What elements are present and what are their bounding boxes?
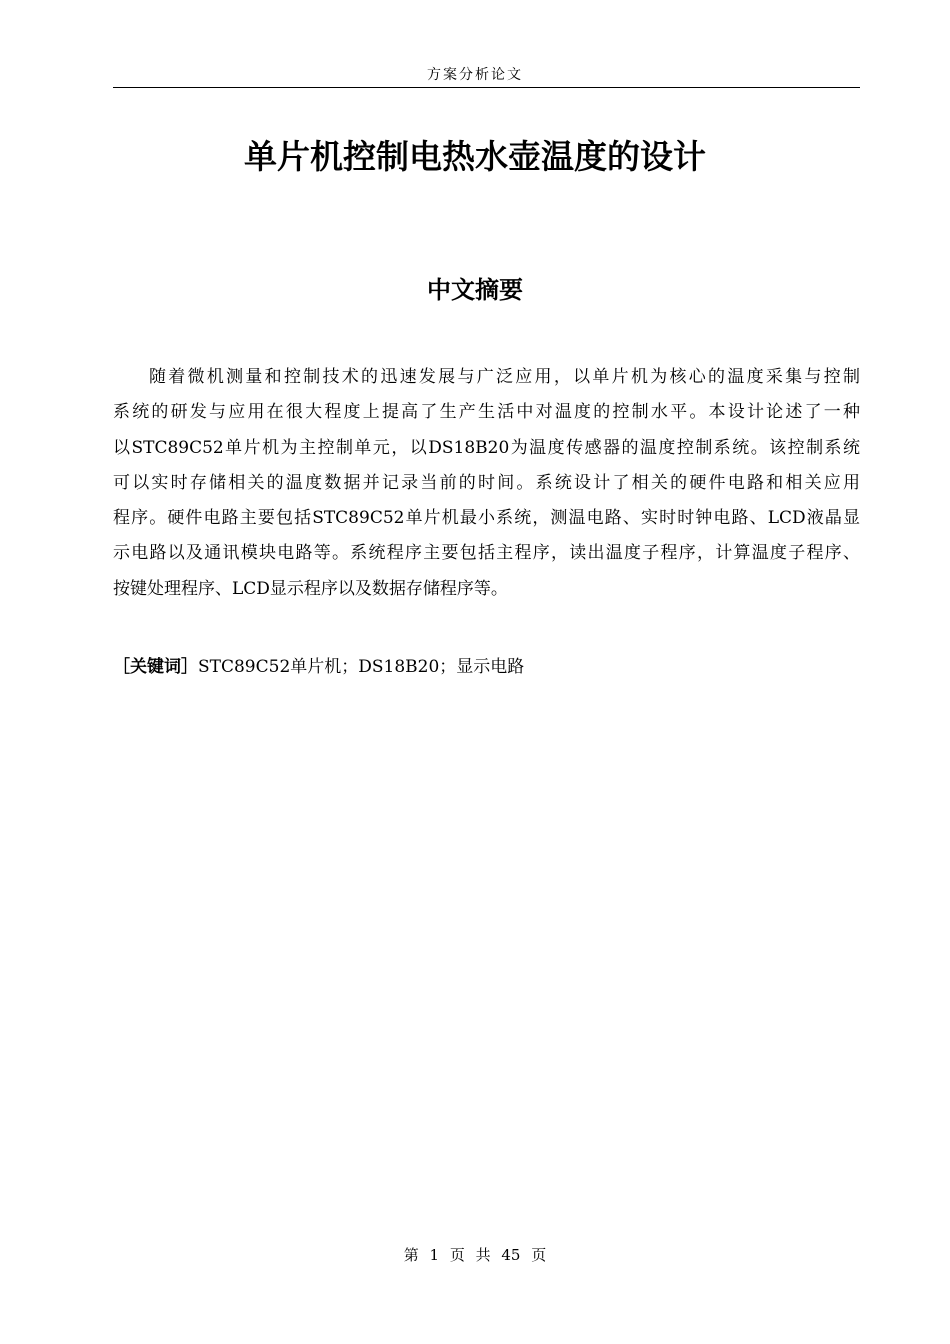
abstract-line: 示电路以及通讯模块电路等。系统程序主要包括主程序，读出温度子程序，计算温度子程序、	[113, 543, 860, 564]
abstract-line: 可以实时存储相关的温度数据并记录当前的时间。系统设计了相关的硬件电路和相关应用	[113, 472, 860, 493]
abstract-heading: 中文摘要	[427, 276, 523, 304]
page-number: 第 1 页 共 45 页	[403, 1246, 547, 1264]
abstract-line: 按键处理程序、LCD显示程序以及数据存储程序等。	[113, 578, 508, 599]
abstract-body	[113, 360, 860, 607]
keywords	[113, 654, 524, 680]
keywords-label: ［关键词］	[113, 657, 198, 677]
abstract-line: 随着微机测量和控制技术的迅速发展与广泛应用，以单片机为核心的温度采集与控制	[149, 367, 860, 387]
keywords-text: STC89C52单片机；DS18B20；显示电路	[198, 657, 525, 677]
document-title: 单片机控制电热水壶温度的设计	[244, 137, 706, 176]
abstract-line: 以STC89C52单片机为主控制单元，以DS18B20为温度传感器的温度控制系统。该控制系统	[113, 437, 860, 458]
abstract-line: 程序。硬件电路主要包括STC89C52单片机最小系统，测温电路、实时时钟电路、LCD液晶显	[113, 508, 860, 529]
header-divider	[113, 87, 860, 88]
running-header: 方案分析论文	[427, 67, 523, 83]
abstract-line: 系统的研发与应用在很大程度上提高了生产生活中对温度的控制水平。本设计论述了一种	[113, 402, 860, 423]
